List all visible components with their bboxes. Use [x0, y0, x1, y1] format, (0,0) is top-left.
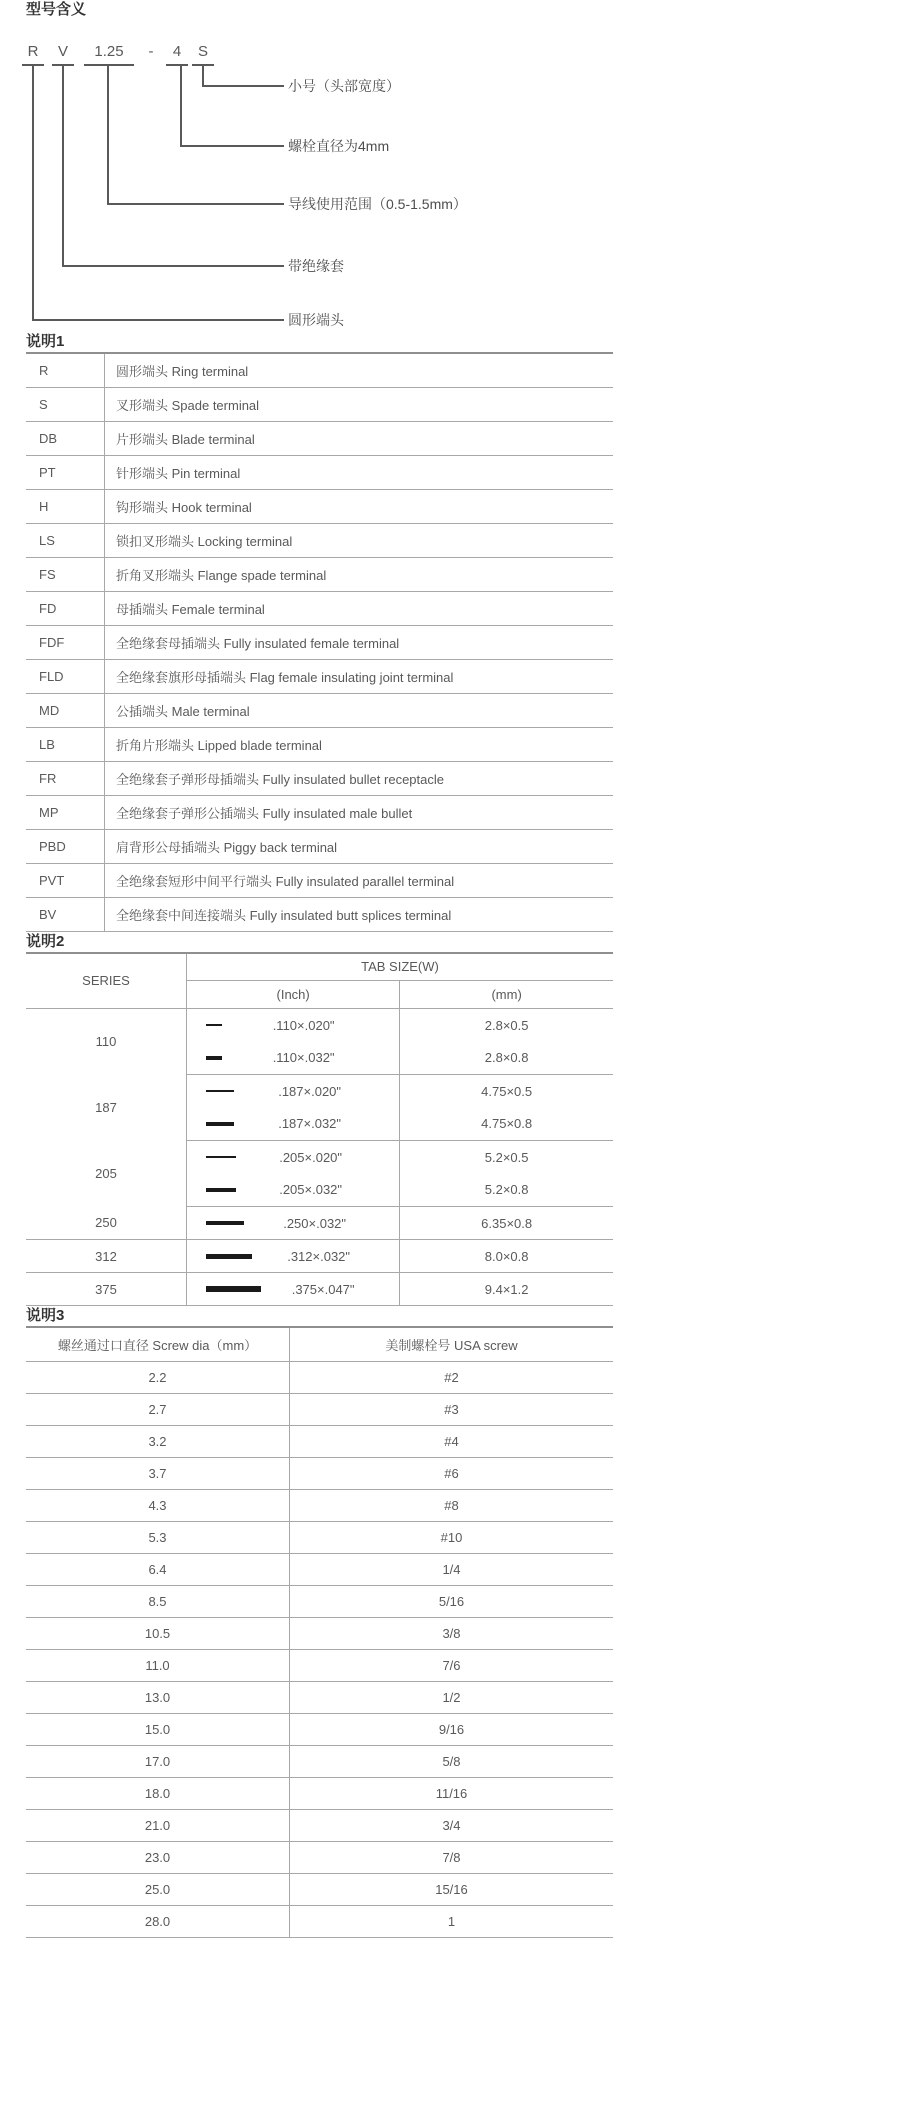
- mm-size-cell: 5.2×0.5: [484, 1149, 529, 1165]
- terminal-code-cell: FDF: [26, 625, 105, 659]
- terminal-desc-cell: 锁扣叉形端头 Locking terminal: [105, 523, 614, 557]
- usa-screw-cell: 5/8: [290, 1745, 614, 1777]
- tab-size-visual: [187, 1216, 399, 1231]
- terminal-code-table: [26, 352, 613, 932]
- series-cell: 250: [26, 1207, 187, 1240]
- terminal-desc-cell: 全绝缘套中间连接端头 Fully insulated butt splices terminal: [105, 897, 614, 931]
- screw-dia-cell: 21.0: [26, 1809, 290, 1841]
- screw-dia-cell: 28.0: [26, 1905, 290, 1937]
- usa-screw-cell: #2: [290, 1361, 614, 1393]
- diagram-label: 导线使用范围（0.5-1.5mm）: [288, 196, 467, 212]
- table-row: [26, 659, 613, 693]
- table-row: [26, 1009, 613, 1042]
- screw-dia-cell: 4.3: [26, 1489, 290, 1521]
- terminal-code-cell: R: [26, 353, 105, 387]
- diagram-label: 带绝缘套: [288, 258, 344, 274]
- terminal-code-cell: PVT: [26, 863, 105, 897]
- usa-screw-header-cell: 美制螺栓号 USA screw: [290, 1327, 614, 1361]
- series-header-cell: SERIES: [26, 953, 187, 1009]
- series-cell: 187: [26, 1075, 187, 1141]
- table-row: [26, 727, 613, 761]
- table-row: [26, 761, 613, 795]
- terminal-desc-cell: 全绝缘套母插端头 Fully insulated female terminal: [105, 625, 614, 659]
- screw-dia-header-cell: 螺丝通过口直径 Screw dia（mm）: [26, 1327, 290, 1361]
- table-row: [26, 1489, 613, 1521]
- table-row: [26, 455, 613, 489]
- table-row: [26, 863, 613, 897]
- table-row: [26, 1425, 613, 1457]
- table-row: [26, 1713, 613, 1745]
- mm-size-cell: 5.2×0.8: [400, 1174, 613, 1207]
- table-row: [26, 1745, 613, 1777]
- table-row: [26, 1809, 613, 1841]
- screw-dia-cell: 8.5: [26, 1585, 290, 1617]
- inch-size-cell: [187, 1108, 400, 1141]
- model-code-part: 4: [166, 42, 188, 66]
- terminal-desc-cell: 钩形端头 Hook terminal: [105, 489, 614, 523]
- usa-screw-cell: #10: [290, 1521, 614, 1553]
- table-row: [26, 557, 613, 591]
- table-row: [26, 1141, 613, 1174]
- table-row: [26, 1553, 613, 1585]
- tab-width-bar-icon: [206, 1056, 222, 1060]
- usa-screw-cell: #3: [290, 1393, 614, 1425]
- diagram-label: 小号（头部宽度）: [288, 78, 400, 94]
- terminal-code-cell: S: [26, 387, 105, 421]
- table-row: [26, 1873, 613, 1905]
- inch-value: .110×.032": [272, 1050, 335, 1066]
- model-meaning-title: 型号含义: [26, 1, 87, 18]
- terminal-code-cell: LB: [26, 727, 105, 761]
- terminal-code-cell: DB: [26, 421, 105, 455]
- usa-screw-cell: 15/16: [290, 1873, 614, 1905]
- section1-heading: 说明1: [26, 333, 65, 350]
- table-row: [26, 1841, 613, 1873]
- inch-size-cell: [187, 1009, 400, 1042]
- terminal-code-cell: PBD: [26, 829, 105, 863]
- screw-dia-cell: 17.0: [26, 1745, 290, 1777]
- inch-value: .187×.020": [278, 1083, 342, 1099]
- inch-size-cell: [187, 1075, 400, 1108]
- table-row: [26, 353, 613, 387]
- inch-size-cell: [187, 1042, 400, 1075]
- diagram-label: 螺栓直径为4mm: [288, 138, 390, 154]
- tab-size-table: [26, 952, 613, 1307]
- table-row: [26, 1240, 613, 1273]
- screw-dia-cell: 2.2: [26, 1361, 290, 1393]
- model-code-part: -: [148, 43, 154, 60]
- tab-width-bar-icon: [206, 1188, 236, 1192]
- diagram-label: 圆形端头: [288, 312, 344, 328]
- terminal-code-cell: LS: [26, 523, 105, 557]
- inch-value: .187×.032": [278, 1116, 342, 1132]
- usa-screw-cell: 9/16: [290, 1713, 614, 1745]
- series-cell: 205: [26, 1141, 187, 1207]
- tab-width-bar-icon: [206, 1090, 234, 1092]
- screw-dia-cell: 2.7: [26, 1393, 290, 1425]
- table-row: [26, 1393, 613, 1425]
- inch-header-cell: (Inch): [187, 981, 400, 1009]
- tab-size-visual: [187, 1050, 399, 1065]
- mm-size-cell: 8.0×0.8: [400, 1240, 613, 1273]
- inch-size-cell: [187, 1207, 400, 1240]
- inch-size-cell: [187, 1273, 400, 1306]
- terminal-code-cell: BV: [26, 897, 105, 931]
- terminal-desc-cell: 全绝缘套旗形母插端头 Flag female insulating joint terminal: [105, 659, 614, 693]
- usa-screw-cell: 3/8: [290, 1617, 614, 1649]
- screw-dia-cell: 11.0: [26, 1649, 290, 1681]
- model-code-part: S: [192, 42, 214, 66]
- usa-screw-cell: 7/8: [290, 1841, 614, 1873]
- terminal-desc-cell: 片形端头 Blade terminal: [105, 421, 614, 455]
- table-row: [26, 1273, 613, 1306]
- tab-width-bar-icon: [206, 1156, 236, 1158]
- screw-dia-cell: 10.5: [26, 1617, 290, 1649]
- series-cell: 375: [26, 1273, 187, 1306]
- terminal-desc-cell: 母插端头 Female terminal: [105, 591, 614, 625]
- terminal-desc-cell: 折角叉形端头 Flange spade terminal: [105, 557, 614, 591]
- tab-size-visual: [187, 1249, 399, 1264]
- tab-width-bar-icon: [206, 1221, 244, 1225]
- inch-value: .205×.020": [279, 1149, 343, 1165]
- mm-header-cell: (mm): [400, 981, 613, 1009]
- screw-dia-cell: 13.0: [26, 1681, 290, 1713]
- terminal-desc-cell: 全绝缘套子弹形公插端头 Fully insulated male bullet: [105, 795, 614, 829]
- table-row: [26, 1457, 613, 1489]
- screw-dia-cell: 6.4: [26, 1553, 290, 1585]
- terminal-code-cell: H: [26, 489, 105, 523]
- terminal-desc-cell: 肩背形公母插端头 Piggy back terminal: [105, 829, 614, 863]
- usa-screw-cell: 1: [290, 1905, 614, 1937]
- mm-size-cell: 6.35×0.8: [400, 1207, 613, 1240]
- table-row: [26, 693, 613, 727]
- inch-size-cell: [187, 1240, 400, 1273]
- table-row: [26, 625, 613, 659]
- screw-dia-cell: 5.3: [26, 1521, 290, 1553]
- mm-size-cell: 9.4×1.2: [400, 1273, 613, 1306]
- usa-screw-cell: 1/2: [290, 1681, 614, 1713]
- table-row: [26, 387, 613, 421]
- mm-size-cell: 4.75×0.5: [481, 1083, 533, 1099]
- terminal-desc-cell: 叉形端头 Spade terminal: [105, 387, 614, 421]
- terminal-code-cell: MP: [26, 795, 105, 829]
- screw-size-table: [26, 1326, 613, 1938]
- table-row: [26, 1521, 613, 1553]
- screw-dia-cell: 3.7: [26, 1457, 290, 1489]
- model-number-diagram: [0, 32, 900, 332]
- tab-size-header-row: [26, 953, 613, 981]
- terminal-desc-cell: 公插端头 Male terminal: [105, 693, 614, 727]
- terminal-code-cell: FLD: [26, 659, 105, 693]
- series-cell: 110: [26, 1009, 187, 1075]
- usa-screw-cell: 5/16: [290, 1585, 614, 1617]
- terminal-code-cell: MD: [26, 693, 105, 727]
- table-row: [26, 1207, 613, 1240]
- section2-heading: 说明2: [26, 932, 65, 950]
- inch-value: .110×.020": [272, 1017, 335, 1033]
- table-row: [26, 421, 613, 455]
- diagram-connector-line: [202, 64, 284, 87]
- inch-size-cell: [187, 1174, 400, 1207]
- usa-screw-cell: #4: [290, 1425, 614, 1457]
- screw-table-header-row: [26, 1327, 613, 1361]
- model-code-part: V: [52, 42, 74, 66]
- terminal-desc-cell: 折角片形端头 Lipped blade terminal: [105, 727, 614, 761]
- table-row: [26, 1075, 613, 1108]
- screw-dia-cell: 25.0: [26, 1873, 290, 1905]
- table-row: [26, 795, 613, 829]
- table-row: [26, 489, 613, 523]
- tab-width-bar-icon: [206, 1286, 261, 1292]
- terminal-code-cell: FD: [26, 591, 105, 625]
- table-row: [26, 1361, 613, 1393]
- screw-dia-cell: 23.0: [26, 1841, 290, 1873]
- mm-size-cell: 4.75×0.8: [400, 1108, 613, 1141]
- inch-value: .250×.032": [283, 1215, 347, 1231]
- inch-value: .312×.032": [287, 1248, 351, 1264]
- tab-size-header-cell: TAB SIZE(W): [187, 953, 614, 981]
- table-row: [26, 1905, 613, 1937]
- table-row: [26, 1649, 613, 1681]
- usa-screw-cell: 1/4: [290, 1553, 614, 1585]
- usa-screw-cell: 3/4: [290, 1809, 614, 1841]
- terminal-code-cell: PT: [26, 455, 105, 489]
- screw-dia-cell: 18.0: [26, 1777, 290, 1809]
- usa-screw-cell: 11/16: [290, 1777, 614, 1809]
- inch-size-cell: [187, 1141, 400, 1174]
- table-row: [26, 897, 613, 931]
- model-code-part: 1.25: [84, 42, 134, 66]
- tab-size-visual: [187, 1116, 399, 1131]
- table-row: [26, 1777, 613, 1809]
- terminal-desc-cell: 全绝缘套短形中间平行端头 Fully insulated parallel terminal: [105, 863, 614, 897]
- terminal-code-cell: FS: [26, 557, 105, 591]
- tab-width-bar-icon: [206, 1122, 234, 1126]
- tab-width-bar-icon: [206, 1024, 222, 1026]
- usa-screw-cell: #8: [290, 1489, 614, 1521]
- usa-screw-cell: #6: [290, 1457, 614, 1489]
- terminal-code-cell: FR: [26, 761, 105, 795]
- mm-size-cell: 2.8×0.8: [400, 1042, 613, 1075]
- section3-heading: 说明3: [26, 1307, 65, 1324]
- tab-size-visual: [187, 1018, 399, 1033]
- terminal-desc-cell: 全绝缘套子弹形母插端头 Fully insulated bullet receptacle: [105, 761, 614, 795]
- table-row: [26, 1681, 613, 1713]
- tab-size-visual: [187, 1084, 399, 1099]
- tab-size-visual: [187, 1282, 399, 1297]
- table-row: [26, 591, 613, 625]
- terminal-desc-cell: 针形端头 Pin terminal: [105, 455, 614, 489]
- inch-value: .205×.032": [279, 1182, 343, 1198]
- usa-screw-cell: 7/6: [290, 1649, 614, 1681]
- tab-width-bar-icon: [206, 1254, 252, 1259]
- screw-dia-cell: 3.2: [26, 1425, 290, 1457]
- tab-size-visual: [187, 1150, 399, 1165]
- table-row: [26, 829, 613, 863]
- terminal-desc-cell: 圆形端头 Ring terminal: [105, 353, 614, 387]
- mm-size-cell: 2.8×0.5: [484, 1017, 529, 1033]
- model-code-part: R: [22, 42, 44, 66]
- inch-value: .375×.047": [291, 1281, 355, 1297]
- table-row: [26, 523, 613, 557]
- table-row: [26, 1585, 613, 1617]
- screw-dia-cell: 15.0: [26, 1713, 290, 1745]
- tab-size-visual: [187, 1182, 399, 1197]
- series-cell: 312: [26, 1240, 187, 1273]
- table-row: [26, 1617, 613, 1649]
